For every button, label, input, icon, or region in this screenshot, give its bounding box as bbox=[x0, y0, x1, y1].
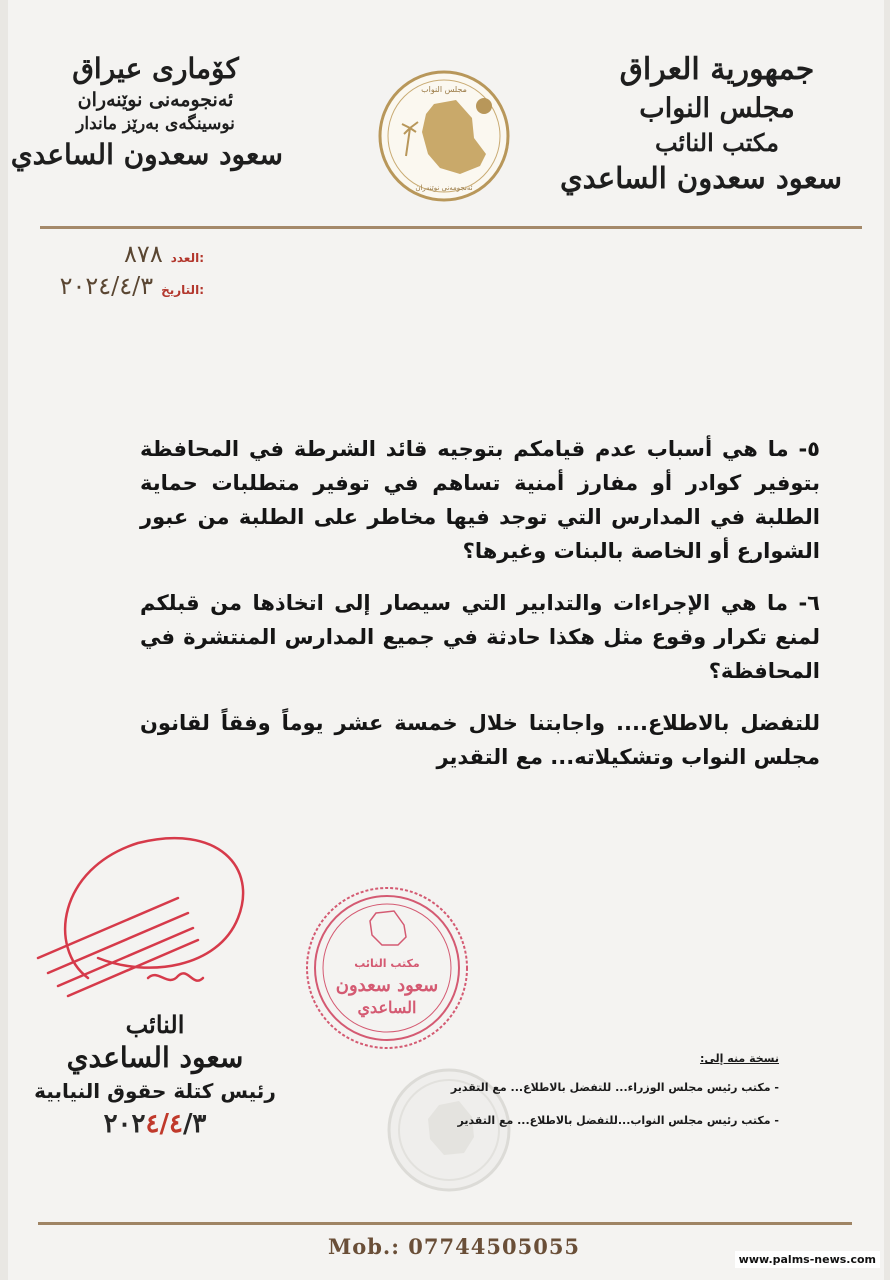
mobile-number: Mob.: 07744505055 bbox=[328, 1234, 581, 1259]
question-6: ٦- ما هي الإجراءات والتدابير التي سيصار إلى اتخاذها من قبلكم لمنع تكرار وقوع مثل هكذا حادثة في جميع المدارس المنتشرة في المحافظة؟ bbox=[140, 591, 820, 683]
copies-title: نسخة منه إلى: bbox=[700, 1052, 779, 1065]
signature-role: رئيس كتلة حقوق النيابية bbox=[34, 1079, 276, 1103]
logo-top-text: مجلس النواب bbox=[421, 85, 467, 94]
header-parliament-kurdish: ئەنجومەنی نوێنەران bbox=[77, 88, 234, 111]
signature-block bbox=[30, 1010, 280, 1142]
footer-divider bbox=[38, 1222, 852, 1225]
website-watermark: www.palms-news.com bbox=[735, 1251, 880, 1268]
letter-number-value: ٨٧٨ bbox=[124, 240, 163, 268]
question-5: ٥- ما هي أسباب عدم قيامكم بتوجيه قائد الشرطة في المحافظة بتوفير كوادر أو مفارز أمنية تساهم في توفير متطلبات حماية الطلبة في المدارس التي توجد فيها مخاطر على الطلبة من عبور الشوارع أو الخاصة بالبنات وغيرها؟ bbox=[140, 437, 820, 563]
header-parliament: مجلس النواب bbox=[639, 92, 795, 124]
header-country: جمهورية العراق bbox=[619, 52, 815, 87]
letter-date-value: ٢٠٢٤/٤/٣ bbox=[59, 272, 154, 300]
signature-date-prefix: ٢٠٢ bbox=[103, 1109, 146, 1139]
letter-date-label: التاريخ: bbox=[161, 283, 204, 297]
logo-bottom-text: ئەنجومەنی نوێنەران bbox=[415, 184, 473, 192]
letter-date-row bbox=[4, 272, 204, 304]
signature-date bbox=[30, 1106, 280, 1142]
header-mp-name-left: سعود سعدون الساعدي bbox=[10, 138, 283, 172]
copy-item: - مكتب رئيس مجلس الوزراء... للتفضل بالاطلاع... مع التقدير bbox=[450, 1081, 779, 1094]
header-divider bbox=[40, 226, 862, 229]
parliament-logo bbox=[376, 68, 512, 204]
letter-number-label: العدد: bbox=[170, 251, 204, 265]
signature-date-suffix: /٣ bbox=[182, 1109, 207, 1139]
header-mp-name: سعود سعدون الساعدي bbox=[559, 161, 842, 196]
signature-title: النائب bbox=[125, 1010, 185, 1039]
stamp-line2: سعود سعدون bbox=[335, 975, 439, 996]
closing-paragraph: للتفضل بالاطلاع.... واجابتنا خلال خمسة عشر يوماً وفقاً لقانون مجلس النواب وتشكيلاته... مع التقدير bbox=[140, 711, 820, 769]
letter-body bbox=[140, 432, 820, 792]
stamp-line3: الساعدي bbox=[357, 998, 417, 1017]
signature-date-red: ٤/٤ bbox=[145, 1109, 183, 1139]
letter-meta bbox=[4, 240, 204, 304]
header-country-kurdish: كۆماری عیراق bbox=[72, 52, 239, 85]
official-stamp bbox=[304, 885, 470, 1051]
header-office-kurdish: نوسینگەی بەرێز ماندار bbox=[76, 114, 235, 135]
copies-to bbox=[419, 1052, 779, 1147]
stamp-line1: مكتب النائب bbox=[354, 957, 420, 970]
handwritten-signature bbox=[28, 828, 258, 1013]
header-left bbox=[10, 50, 283, 174]
header-office: مكتب النائب bbox=[654, 127, 780, 157]
signature-name: سعود الساعدي bbox=[66, 1041, 244, 1074]
document-page bbox=[8, 0, 884, 1280]
letter-number-row bbox=[4, 240, 204, 272]
copy-item: - مكتب رئيس مجلس النواب...للتفضل بالاطلاع... مع التقدير bbox=[457, 1114, 779, 1127]
header-right bbox=[559, 50, 842, 198]
